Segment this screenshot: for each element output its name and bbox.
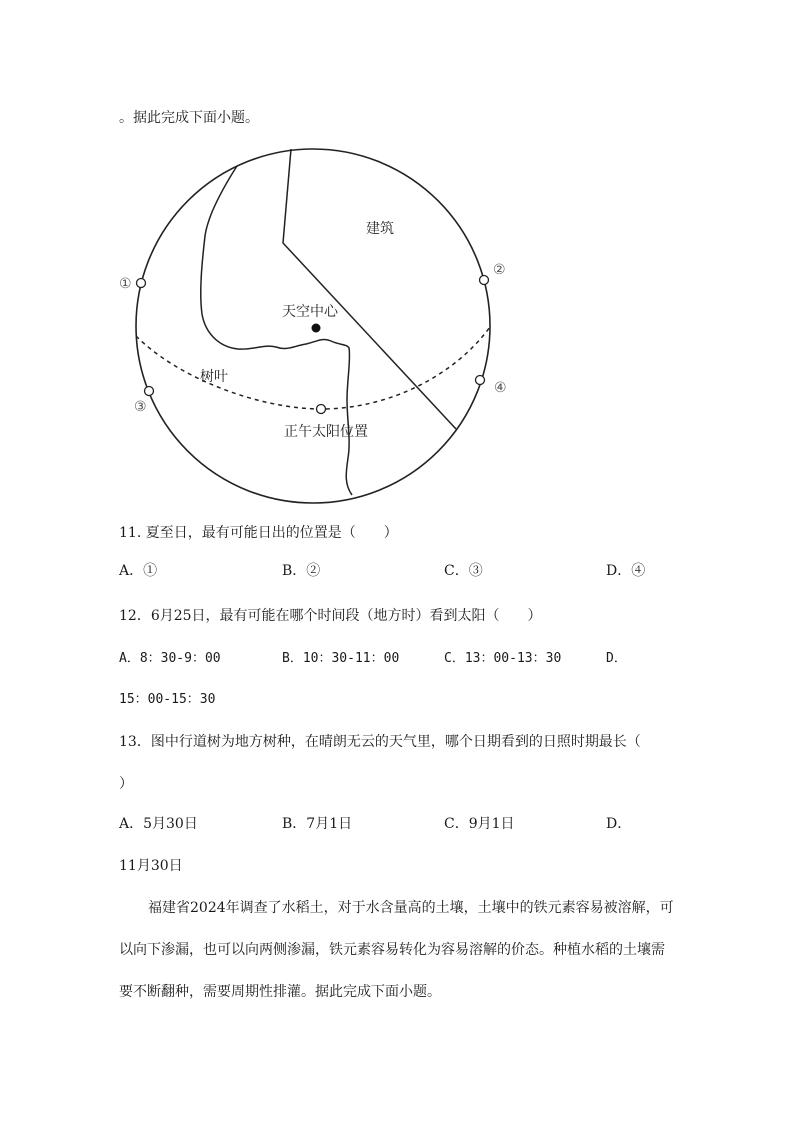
- q13-option-c: C．9月1日: [444, 816, 515, 832]
- noon-sun-label: 正午太阳位置: [284, 424, 368, 440]
- q11-option-d: D．④: [606, 563, 646, 579]
- passage-line-3: 要不断翻种，需要周期性排灌。据此完成下面小题。: [119, 984, 441, 1000]
- intro-line: 。据此完成下面小题。: [119, 110, 259, 126]
- marker-2-label: ②: [493, 262, 506, 278]
- q12-option-d: D．: [606, 651, 627, 666]
- q13-option-d-wrap: 11月30日: [119, 858, 183, 874]
- leaves-label: 树叶: [200, 369, 228, 385]
- q12-stem: 12．6月25日，最有可能在哪个时间段（地方时）看到太阳（ ）: [119, 608, 542, 624]
- q13-option-d: D．: [606, 816, 632, 832]
- sky-center-label: 天空中心: [282, 304, 338, 320]
- fisheye-sky-diagram: [0, 140, 600, 510]
- marker-4-label: ④: [494, 380, 507, 396]
- passage-line-2: 以向下渗漏，也可以向两侧渗漏，铁元素容易转化为容易溶解的价态。种植水稻的土壤需: [119, 942, 665, 958]
- marker-1-point: [137, 279, 146, 288]
- q11-stem: 11. 夏至日，最有可能日出的位置是（ ）: [119, 525, 398, 541]
- building-label: 建筑: [366, 221, 394, 237]
- passage-line-1: 福建省2024年调查了水稻土，对于水含量高的土壤，土壤中的铁元素容易被溶解，可: [148, 900, 674, 916]
- marker-3-label: ③: [134, 399, 147, 415]
- q13-option-a: A．5月30日: [119, 816, 198, 832]
- sun-path-dashed: [136, 327, 490, 409]
- q13-stem-end: ）: [119, 776, 133, 792]
- marker-4-point: [476, 376, 485, 385]
- q12-option-d-wrap: 15：00-15：30: [119, 692, 216, 707]
- sky-center-dot: [312, 324, 321, 333]
- q12-option-a: A．8：30-9：00: [119, 651, 221, 666]
- building-outline: [283, 149, 456, 429]
- q11-option-c: C．③: [444, 563, 483, 579]
- noon-sun-marker: [317, 405, 326, 414]
- q12-option-c: C．13：00-13：30: [444, 651, 562, 666]
- q11-option-b: B．②: [282, 563, 321, 579]
- marker-3-point: [145, 387, 154, 396]
- q13-option-b: B．7月1日: [282, 816, 353, 832]
- marker-1-label: ①: [119, 276, 132, 292]
- tree-canopy-outline: [201, 166, 352, 495]
- q12-option-b: B．10：30-11：00: [282, 651, 400, 666]
- q11-option-a: A．①: [119, 563, 158, 579]
- q13-stem: 13．图中行道树为地方树种，在晴朗无云的天气里，哪个日期看到的日照时期最长（: [119, 734, 641, 750]
- marker-2-point: [480, 276, 489, 285]
